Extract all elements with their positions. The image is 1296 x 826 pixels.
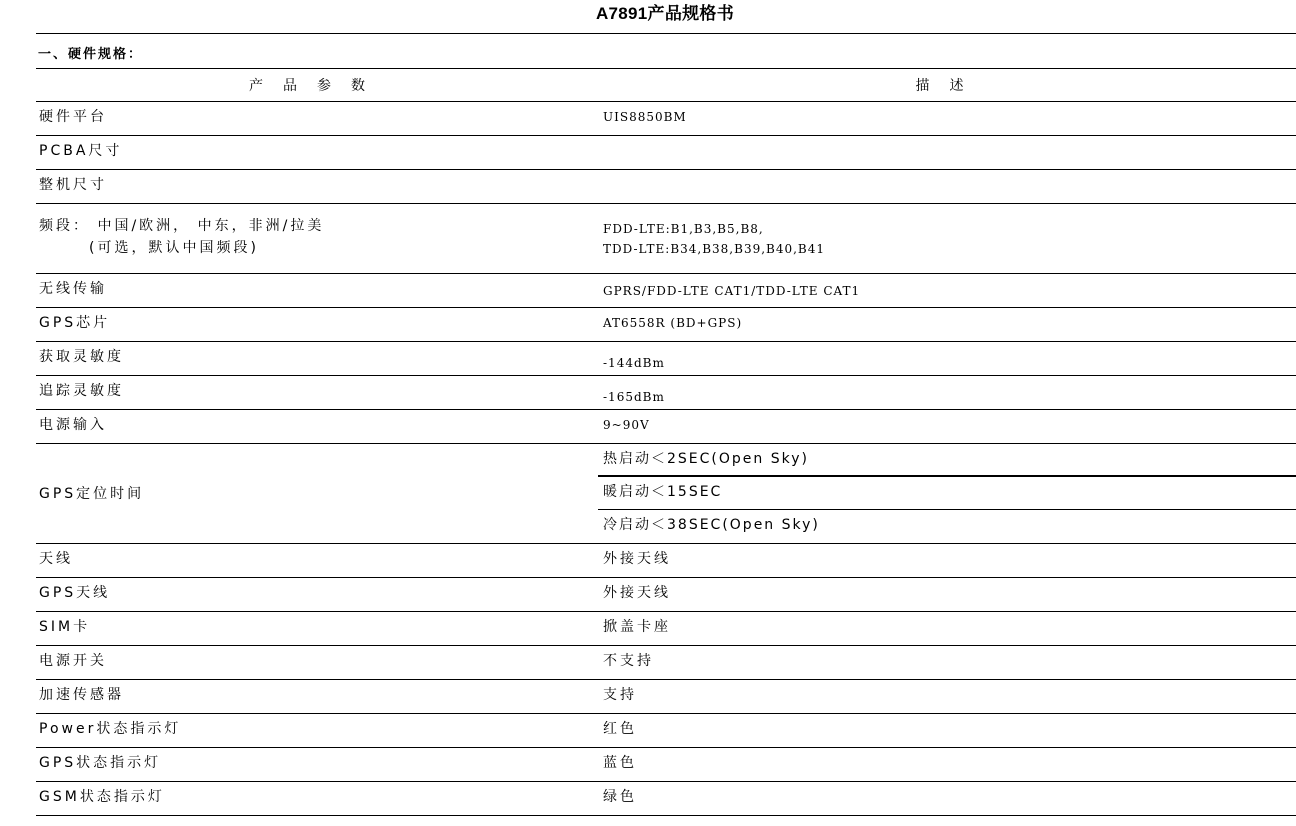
param-value: -144dBm xyxy=(603,356,665,370)
section-heading: 一、硬件规格： xyxy=(38,47,144,62)
param-label: 频段： 中国/欧洲， 中东，非洲/拉美 xyxy=(39,218,325,234)
table-row xyxy=(36,612,1296,646)
table-row xyxy=(36,376,1296,410)
table-row xyxy=(36,748,1296,782)
param-value-fdd: FDD-LTE:B1,B3,B5,B8, xyxy=(603,222,764,236)
param-label: GPS定位时间 xyxy=(39,485,145,502)
param-value xyxy=(603,136,1296,143)
param-value: 蓝色 xyxy=(603,755,637,771)
table-row xyxy=(36,102,1296,136)
table-header-row xyxy=(36,68,1296,102)
table-row xyxy=(36,274,1296,308)
param-label: PCBA尺寸 xyxy=(39,143,123,159)
table-row xyxy=(36,714,1296,748)
param-label: SIM卡 xyxy=(39,619,91,635)
param-value: -165dBm xyxy=(603,390,665,404)
table-row xyxy=(36,646,1296,680)
param-value: AT6558R (BD+GPS) xyxy=(603,316,743,330)
param-label: 整机尺寸 xyxy=(39,177,107,193)
param-label: 天线 xyxy=(39,551,73,567)
param-label: GPS天线 xyxy=(39,585,111,601)
param-value: 绿色 xyxy=(603,789,637,805)
table-row xyxy=(36,170,1296,204)
param-label: 追踪灵敏度 xyxy=(39,383,124,399)
param-label: GSM状态指示灯 xyxy=(39,789,165,805)
param-label: 电源开关 xyxy=(39,653,107,669)
param-label-note: (可选，默认中国频段) xyxy=(89,240,259,256)
param-value: 红色 xyxy=(603,721,637,737)
param-value: 支持 xyxy=(603,687,637,703)
table-row xyxy=(36,782,1296,816)
param-label: 电源输入 xyxy=(39,417,107,433)
param-label: GPS芯片 xyxy=(39,315,111,331)
warm-start-value: 暖启动＜15SEC xyxy=(598,477,1296,510)
hot-start-value: 热启动＜2SEC(Open Sky) xyxy=(598,444,1296,477)
cold-start-value: 冷启动＜38SEC(Open Sky) xyxy=(603,517,820,533)
param-value-tdd: TDD-LTE:B34,B38,B39,B40,B41 xyxy=(603,242,826,256)
document-title: A7891产品规格书 xyxy=(595,4,735,23)
table-row xyxy=(36,680,1296,714)
title-divider xyxy=(36,33,1296,34)
param-value xyxy=(603,170,1296,177)
param-value: UIS8850BM xyxy=(603,110,687,124)
table-row xyxy=(36,136,1296,170)
table-row xyxy=(36,410,1296,444)
spec-table xyxy=(36,68,1296,816)
param-label: Power状态指示灯 xyxy=(39,721,182,737)
param-label: GPS状态指示灯 xyxy=(39,755,162,771)
table-row-gps-fix xyxy=(36,444,1296,544)
table-row xyxy=(36,308,1296,342)
param-label: 获取灵敏度 xyxy=(39,349,124,365)
param-label: 无线传输 xyxy=(39,281,107,297)
header-param: 产品参数 xyxy=(36,68,598,102)
table-row xyxy=(36,578,1296,612)
param-value: 外接天线 xyxy=(603,585,671,601)
param-value: 不支持 xyxy=(603,653,654,669)
param-value: 9~90V xyxy=(603,418,650,432)
header-desc: 描述 xyxy=(598,68,1296,102)
table-row xyxy=(36,544,1296,578)
param-value: 外接天线 xyxy=(603,551,671,567)
table-row xyxy=(36,342,1296,376)
param-label: 加速传感器 xyxy=(39,687,124,703)
table-row-band xyxy=(36,204,1296,274)
param-label: 硬件平台 xyxy=(39,109,107,125)
param-value: 掀盖卡座 xyxy=(603,619,671,635)
param-value: GPRS/FDD-LTE CAT1/TDD-LTE CAT1 xyxy=(603,284,861,298)
